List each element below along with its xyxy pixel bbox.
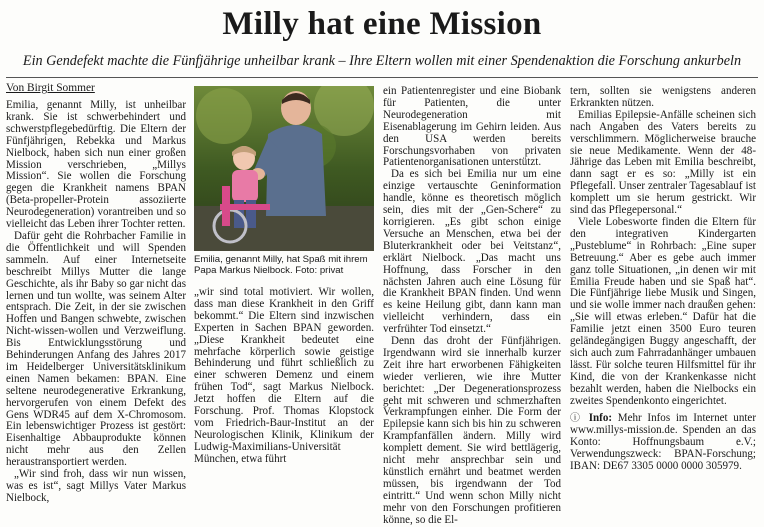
photo-milly-and-father: [194, 86, 374, 251]
paragraph: Denn das droht der Fünfjährigen. Irgendwann wird sie innerhalb kurzer Zeit ihre hart erworbenen Fähigkeiten wieder verlieren, wie ihre Mutter berichtet: „Der Degenerationsprozess geht mit schweren und schmerzhaften Verkrampfungen einher. Die Form der Epilepsie kann sich bis hin zu schweren Krampfanfällen ändern. Milly wird komplett dement. Sie wird bettlägerig, nicht mehr ansprechbar sein und künstlich ernährt und beatmet werden müssen, bis irgendwann der Tod eintritt.“ Und wenn schon Milly nicht mehr von den Forschungen profitieren könne, so die El-: [383, 335, 561, 526]
subheadline: Ein Gendefekt machte die Fünfjährige unheilbar krank – Ihre Eltern wollen mit einer Spendenaktion die Forschung ankurbeln: [22, 53, 742, 69]
paragraph: ein Patientenregister und eine Biobank für Patienten, die unter Neurodegeneration mit Eisenablagerung im Gehirn leiden. Aus den USA werden bereits Forschungsvorhaben von privaten Patientenorganisationen unterstützt.: [383, 85, 561, 169]
article-column-2: [194, 287, 374, 466]
headline: Milly hat eine Mission: [222, 6, 542, 42]
paragraph: Emilia, genannt Milly, ist unheilbar krank. Sie ist schwerbehindert und schwerstpflegebedürftig. Die Eltern der Fünfjährigen, Rebekka und Markus Nielbock, haben sich nun einer großen Mission verschrieben, „Millys Mission“. Sie wollen die Forschung gegen die Krankheit namens BPAN (Beta-propeller-Protein assoziierte Neurodegeneration) vorantreiben und so vielleicht das Leben ihrer Tochter retten.: [6, 99, 186, 231]
paragraph: „Wir sind froh, dass wir nun wissen, was es ist“, sagt Millys Vater Markus Nielbock,: [6, 468, 186, 504]
info-text: Mehr Infos im Internet unter www.millys-mission.de. Spenden an das Konto: Hoffnungsbaum e.V.; Verwendungszweck: BPAN-Forschung; IBAN: DE67 3305 0000 0000 305979.: [570, 412, 757, 473]
article-column-1: [6, 100, 186, 505]
paragraph: Viele Lobesworte finden die Eltern für den integrativen Kindergarten „Pusteblume“ in Rohrbach: „Eine super Betreuung.“ Aber es gebe auch immer ganz tolle Situationen, „in denen wir mit Emilia Freude haben und sie Spaß hat“. Die Fünfjährige liebe Musik und Singen, und sie wolle immer nach draußen gehen: „Sie will etwas erleben.“ Dafür hat die Familie jetzt einen 3500 Euro teuren geländegängigen Buggy angeschafft, der sich auch zum Fahrradanhänger umbauen lässt. Für solche teuren Hilfsmittel für ihr Kind, die von der Krankenkasse nicht bezahlt werden, haben die Nielbocks ein zweites Spendenkonto eingerichtet.: [570, 215, 756, 407]
info-box: [570, 413, 756, 473]
photo-caption: Emilia, genannt Milly, hat Spaß mit ihrem Papa Markus Nielbock. Foto: privat: [194, 254, 368, 276]
article-column-3: [383, 86, 561, 527]
article-photo: [194, 86, 374, 251]
info-icon: ⓘ: [570, 413, 583, 425]
byline: Von Birgit Sommer: [6, 82, 95, 94]
paragraph: Dafür geht die Rohrbacher Familie in die Öffentlichkeit und will Spenden sammeln. Auf einer Internetseite beschreibt Millys Mutter die lange Geschichte, als ihr Baby so gar nicht das lernen und tun wollte, was seinem Alter entsprach. Die Zeit, in der sie zwischen Hoffen und Bangen schwebte, zwischen Nicht-wissen-wollen und Verzweiflung. Bis Entwicklungsstörung und Behinderungen Anfang des Jahres 2017 im Heidelberger Universitätsklinikum einen Namen bekamen: BPAN. Eine seltene neurodegenerative Erkrankung, hervorgerufen von einem Defekt des Gens WDR45 auf dem X-Chromosom. Ein lebenswichtiger Prozess ist gestört: Eisenhaltige Abbauprodukte können nicht mehr aus den Zellen heraustransportiert werden.: [6, 229, 186, 469]
info-label: Info:: [588, 412, 613, 425]
paragraph: tern, sollten sie wenigstens anderen Erkrankten nützen.: [570, 85, 756, 109]
article-column-4: [570, 86, 756, 473]
paragraph: Da es sich bei Emilia nur um eine einzige vertauschte Geninformation handle, könne es theoretisch möglich sein, dies mit der „Gen-Schere“ zu korrigieren. „Es gibt schon einige Versuche an Menschen, etwa bei der Bluterkrankheit oder bei Veitstanz“, erklärt Nielbock. „Das macht uns Hoffnung, dass Forscher in den nächsten Jahren auch eine Lösung für die Krankheit BPAN finden. Und wenn es keine Heilung gibt, dann kann man vielleicht verhindern, dass ein verfrühter Tod einsetzt.“: [383, 168, 561, 336]
paragraph: Emilias Epilepsie-Anfälle scheinen sich nach Angaben des Vaters bereits zu verschlimmern. Möglicherweise brauche sie neue Medikamente. Wenn der 48-Jährige das Leben mit Emilia beschreibt, dann sagt er es so: „Milly ist ein Pflegefall. Unser zentraler Tagesablauf ist komplett um sie herum gestrickt. Wir sind das Pflegepersonal.“: [570, 108, 756, 217]
header-rule: [6, 77, 758, 78]
paragraph: „wir sind total motiviert. Wir wollen, dass man diese Krankheit in den Griff bekommt.“ Die Eltern sind inzwischen Experten in Sachen BPAN geworden. „Diese Krankheit bedeutet eine mehrfache körperlich sowie geistige Behinderung und führt schließlich zu einer schweren Demenz und einem frühen Tod“, sagt Markus Nielbock. Jetzt hoffen die Eltern auf die Forschung. Prof. Thomas Klopstock vom Friedrich-Baur-Institut an der Neurologischen Klinik, Klinikum der Ludwig-Maximilians-Universität München, etwa führt: [194, 286, 374, 465]
